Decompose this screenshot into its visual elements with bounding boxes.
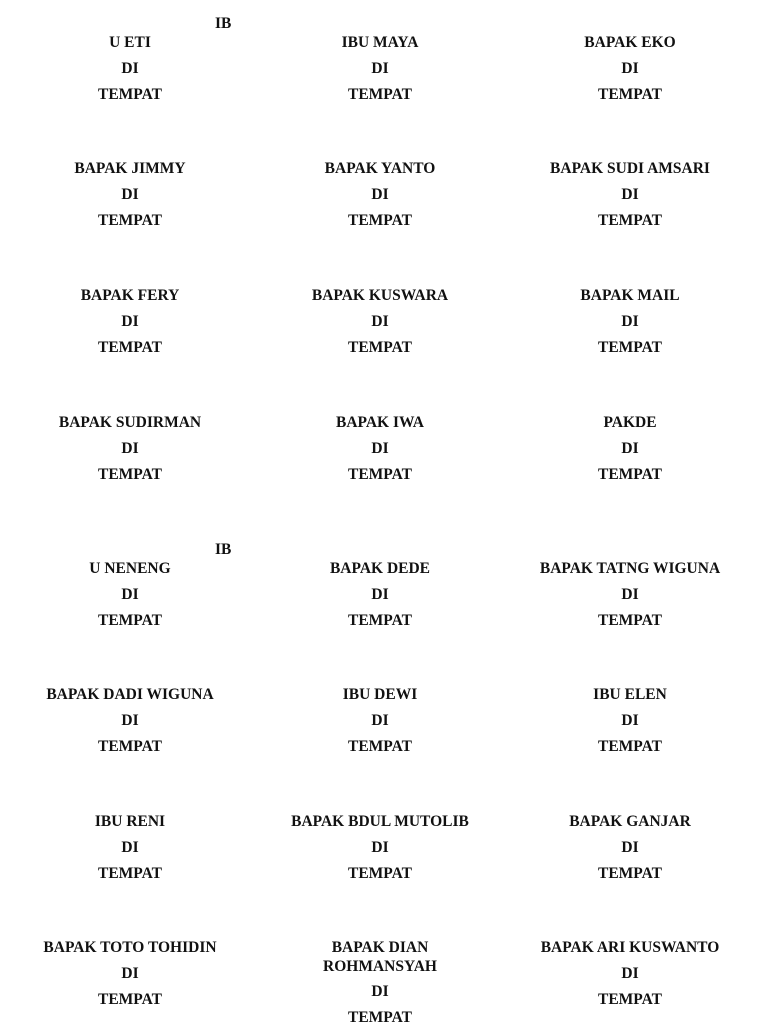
- recipient-name: U ETI: [109, 34, 151, 51]
- address-label: [5, 685, 255, 757]
- recipient-tempat: TEMPAT: [97, 466, 162, 483]
- recipient-di: DI: [621, 60, 639, 77]
- recipient-di: DI: [621, 440, 639, 457]
- address-label: [255, 286, 505, 358]
- recipient-name: BAPAK TOTO TOHIDIN: [43, 939, 217, 956]
- recipient-tempat: TEMPAT: [347, 738, 412, 755]
- recipient-name: IBU DEWI: [342, 686, 418, 703]
- recipient-tempat: TEMPAT: [347, 865, 412, 882]
- recipient-name: BAPAK DEDE: [329, 560, 431, 577]
- recipient-tempat: TEMPAT: [597, 466, 662, 483]
- address-label: [505, 559, 755, 631]
- recipient-di: DI: [371, 586, 389, 603]
- recipient-di: DI: [621, 712, 639, 729]
- address-label: [255, 685, 505, 757]
- address-label: [255, 812, 505, 884]
- recipient-di: DI: [371, 60, 389, 77]
- recipient-tempat: TEMPAT: [597, 339, 662, 356]
- recipient-di: DI: [121, 839, 139, 856]
- address-label: [255, 33, 505, 105]
- address-label: [5, 286, 255, 358]
- recipient-di: DI: [121, 60, 139, 77]
- recipient-name: U NENENG: [89, 560, 171, 577]
- address-label: [505, 685, 755, 757]
- address-label: [505, 33, 755, 105]
- recipient-name: BAPAK EKO: [584, 34, 676, 51]
- recipient-di: DI: [371, 440, 389, 457]
- recipient-tempat: TEMPAT: [347, 466, 412, 483]
- address-label: [505, 413, 755, 485]
- recipient-tempat: TEMPAT: [97, 612, 162, 629]
- recipient-di: DI: [371, 313, 389, 330]
- recipient-name: IBU MAYA: [341, 34, 419, 51]
- address-label: [5, 413, 255, 485]
- recipient-di: DI: [121, 586, 139, 603]
- recipient-name: BAPAK FERY: [80, 287, 180, 304]
- address-label: [505, 286, 755, 358]
- recipient-name: BAPAK JIMMY: [74, 160, 186, 177]
- recipient-name: IBU ELEN: [593, 686, 667, 703]
- recipient-di: DI: [621, 586, 639, 603]
- recipient-di: DI: [371, 839, 389, 856]
- recipient-tempat: TEMPAT: [97, 212, 162, 229]
- recipient-tempat: TEMPAT: [347, 612, 412, 629]
- recipient-name: BAPAK BDUL MUTOLIB: [291, 813, 469, 830]
- stray-text-fragment: IB: [215, 15, 232, 32]
- recipient-di: DI: [121, 965, 139, 982]
- recipient-di: DI: [121, 186, 139, 203]
- recipient-tempat: TEMPAT: [97, 865, 162, 882]
- recipient-name: BAPAK KUSWARA: [311, 287, 449, 304]
- recipient-tempat: TEMPAT: [597, 86, 662, 103]
- address-label: [5, 938, 255, 1010]
- recipient-di: DI: [621, 313, 639, 330]
- recipient-tempat: TEMPAT: [347, 212, 412, 229]
- address-label: [5, 33, 255, 105]
- recipient-name: BAPAK DIAN ROHMANSYAH: [323, 939, 437, 975]
- recipient-name: BAPAK DADI WIGUNA: [46, 686, 214, 703]
- address-label: [505, 938, 755, 1010]
- address-label: [5, 812, 255, 884]
- address-label: [505, 812, 755, 884]
- recipient-name: BAPAK SUDIRMAN: [58, 414, 202, 431]
- recipient-name: BAPAK IWA: [336, 414, 424, 431]
- recipient-di: DI: [621, 186, 639, 203]
- address-label: [5, 559, 255, 631]
- recipient-name: BAPAK TATNG WIGUNA: [539, 560, 721, 577]
- recipient-di: DI: [371, 983, 389, 1000]
- recipient-name: BAPAK YANTO: [324, 160, 436, 177]
- address-label: [255, 413, 505, 485]
- recipient-tempat: TEMPAT: [97, 86, 162, 103]
- recipient-tempat: TEMPAT: [597, 612, 662, 629]
- recipient-tempat: TEMPAT: [347, 86, 412, 103]
- recipient-name: BAPAK GANJAR: [569, 813, 691, 830]
- recipient-name: IBU RENI: [94, 813, 166, 830]
- address-label: [255, 159, 505, 231]
- recipient-di: DI: [121, 712, 139, 729]
- stray-text-fragment: IB: [215, 541, 232, 558]
- address-label: [290, 938, 470, 1028]
- recipient-name: PAKDE: [603, 414, 657, 431]
- recipient-name: BAPAK MAIL: [580, 287, 680, 304]
- address-label: [5, 159, 255, 231]
- recipient-di: DI: [371, 186, 389, 203]
- address-label: [255, 559, 505, 631]
- recipient-tempat: TEMPAT: [597, 738, 662, 755]
- recipient-tempat: TEMPAT: [97, 738, 162, 755]
- recipient-tempat: TEMPAT: [97, 339, 162, 356]
- recipient-tempat: TEMPAT: [597, 212, 662, 229]
- recipient-di: DI: [621, 965, 639, 982]
- recipient-di: DI: [371, 712, 389, 729]
- address-label: [505, 159, 755, 231]
- recipient-tempat: TEMPAT: [347, 339, 412, 356]
- recipient-name: BAPAK ARI KUSWANTO: [540, 939, 720, 956]
- recipient-tempat: TEMPAT: [347, 1009, 412, 1026]
- recipient-di: DI: [121, 313, 139, 330]
- recipient-name: BAPAK SUDI AMSARI: [550, 160, 710, 177]
- recipient-di: DI: [121, 440, 139, 457]
- recipient-tempat: TEMPAT: [597, 991, 662, 1008]
- recipient-tempat: TEMPAT: [97, 991, 162, 1008]
- recipient-di: DI: [621, 839, 639, 856]
- recipient-tempat: TEMPAT: [597, 865, 662, 882]
